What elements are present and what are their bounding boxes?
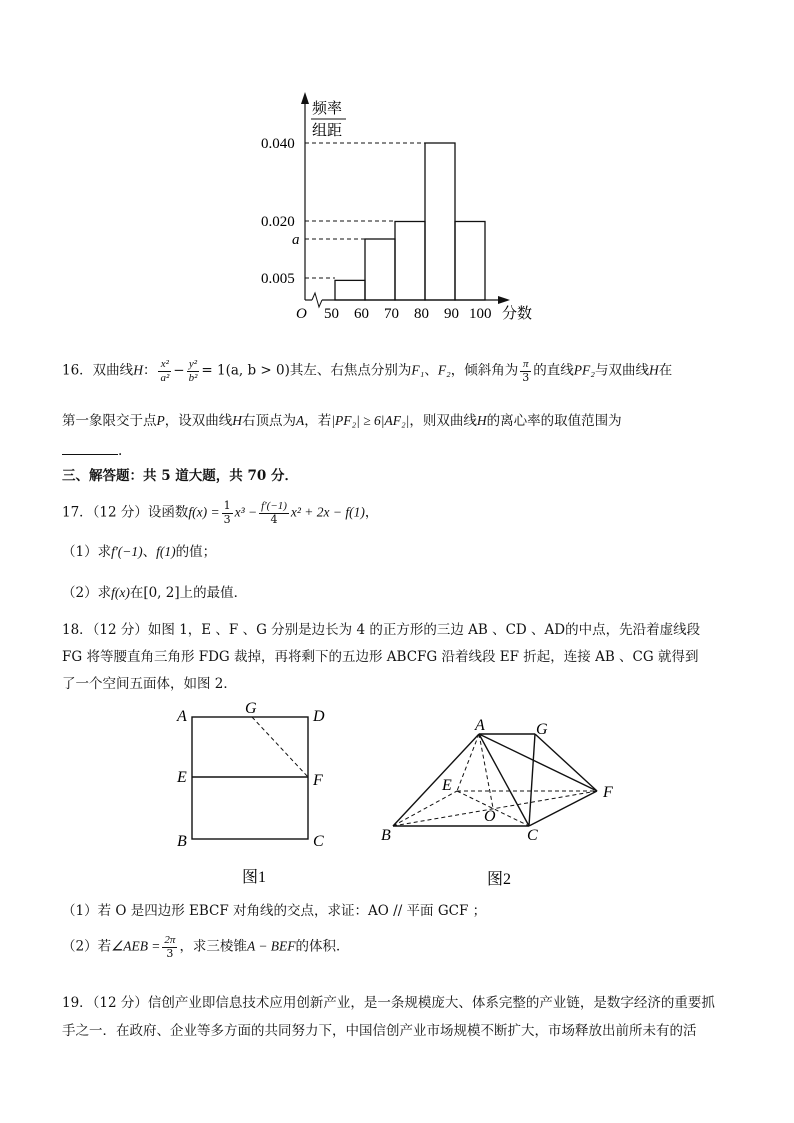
q18-line2: FG 将等腰直角三角形 FDG 裁掉，再将剩下的五边形 ABCFG 沿着线段 EF 折起，连接 AB 、CG 就得到 xyxy=(62,649,699,665)
segment-FG-dashed xyxy=(252,717,308,777)
x-tick-80: 80 xyxy=(414,306,429,322)
x-tick-60: 60 xyxy=(354,306,369,322)
y-tick-a: a xyxy=(292,232,300,248)
fig2-label-G: G xyxy=(536,721,548,738)
x-tick-100: 100 xyxy=(469,306,492,322)
q17-part2: （2）求f(x)在[0, 2]上的最值． xyxy=(62,585,248,601)
fig1-caption: 图1 xyxy=(242,869,267,886)
section3-heading: 三、解答题：共 5 道大题，共 70 分． xyxy=(62,468,298,484)
y-tick-0020: 0.020 xyxy=(261,214,295,230)
q16-line2: 第一象限交于点P，设双曲线H右顶点为A，若|PF₂| ≥ 6|AF₂|，则双曲线H的离心率的取值范围为 xyxy=(62,413,622,429)
q18-part1: （1）若 O 是四边形 EBCF 对角线的交点，求证：AO // 平面 GCF ； xyxy=(62,903,487,919)
q19-line1: 19．（12 分）信创产业即信息技术应用创新产业，是一条规模庞大、体系完整的产业链，是数字经济的重要抓 xyxy=(62,995,715,1011)
fig1-label-A: A xyxy=(177,708,187,725)
y-tick-0005: 0.005 xyxy=(261,271,295,287)
q18-line3: 了一个空间五面体，如图 2． xyxy=(62,676,237,692)
y-axis-arrow xyxy=(301,92,309,104)
histogram-bar-90-100 xyxy=(455,222,485,301)
y-tick-0040: 0.040 xyxy=(261,136,295,152)
fig1-label-G: G xyxy=(245,700,257,717)
histogram-bar-80-90 xyxy=(425,143,455,300)
axis-break xyxy=(312,293,322,307)
q17-stem: 17．（12 分）设函数f(x) = $\frac{1}{3}$ x³ − $\frac{f'(-1)}{4}$ x² + 2x − f(1)， xyxy=(62,499,379,526)
frac-x2-a2: $\frac{\text{x²}}{\text{a²}}$ xyxy=(160,358,170,384)
origin-label: O xyxy=(296,306,307,322)
ylabel-top: 频率 xyxy=(312,101,343,117)
histogram-bar-70-80 xyxy=(395,222,425,301)
figure-1 xyxy=(170,695,340,890)
q19-line2: 手之一．在政府、企业等多方面的共同努力下，中国信创产业市场规模不断扩大，市场释放出前所未有的活 xyxy=(62,1023,697,1039)
fig1-label-D: D xyxy=(313,708,325,725)
q16-line1: 16．双曲线H： $\frac{\text{x²}}{\text{a²}}$ − $\frac{\text{y²}}{\text{b²}}$ = 1(a, b > 0)其左、右焦点分别为F₁、F₂，倾斜角为 $\frac{\pi}{3}$ 的直线PF₂与双曲线H在 xyxy=(62,358,673,384)
fig2-caption: 图2 xyxy=(487,871,512,888)
fig2-label-F: F xyxy=(603,784,613,801)
fig2-label-A: A xyxy=(475,717,485,734)
fig1-label-B: B xyxy=(177,833,187,850)
square xyxy=(192,717,308,839)
x-tick-50: 50 xyxy=(324,306,339,322)
q16-answer-blank: . xyxy=(62,442,122,459)
frac-y2-b2: $\frac{\text{y²}}{\text{b²}}$ xyxy=(188,358,198,384)
q18-part2: （2）若∠AEB = $\frac{2\pi}{3}$ ，求三棱锥A − BEF的体积． xyxy=(62,934,350,960)
fig2-label-E: E xyxy=(442,777,452,794)
histogram-bar-50-60 xyxy=(335,280,365,300)
frequency-histogram xyxy=(240,90,550,325)
answer-blank[interactable] xyxy=(62,442,118,455)
fig1-label-E: E xyxy=(177,769,187,786)
fig2-label-B: B xyxy=(381,827,391,844)
histogram-bar-60-70 xyxy=(365,239,395,300)
fig2-label-C: C xyxy=(527,827,538,844)
q17-part1: （1）求f′(−1)、f(1)的值； xyxy=(62,544,217,560)
x-axis-label: 分数 xyxy=(502,306,533,322)
fig2-label-O: O xyxy=(484,808,496,825)
x-axis-arrow xyxy=(498,296,510,304)
fig1-label-F: F xyxy=(313,772,323,789)
figure-2 xyxy=(375,712,625,892)
fig1-label-C: C xyxy=(313,833,324,850)
frac-pi-3: $\frac{\pi}{3}$ xyxy=(522,358,530,384)
x-tick-70: 70 xyxy=(384,306,399,322)
q18-line1: 18．（12 分）如图 1，E 、F 、G 分别是边长为 4 的正方形的三边 AB 、CD 、AD的中点，先沿着虚线段 xyxy=(62,622,701,638)
x-tick-90: 90 xyxy=(444,306,459,322)
ylabel-bottom: 组距 xyxy=(312,123,343,139)
